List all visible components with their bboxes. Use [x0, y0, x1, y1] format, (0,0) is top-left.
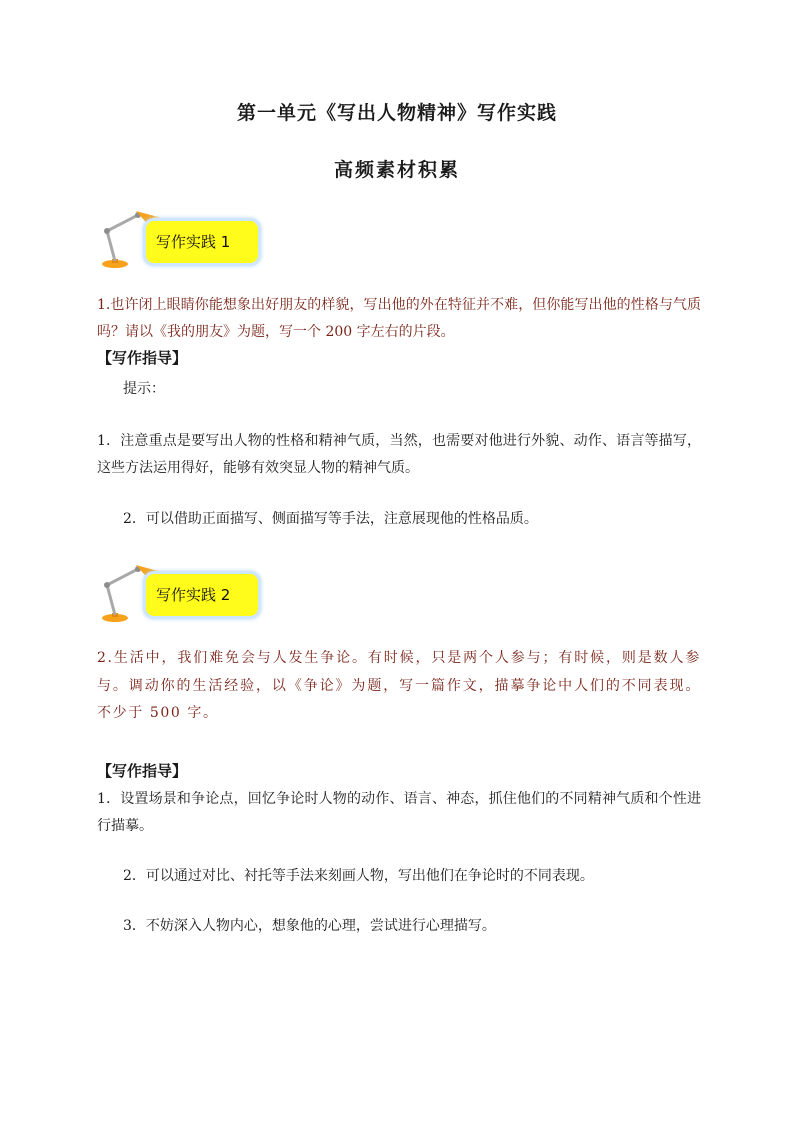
- tip-2-1: 1．设置场景和争论点，回忆争论时人物的动作、语言、神态，抓住他们的不同精神气质和个性进行描摹。: [97, 791, 701, 834]
- badge-writing-practice-1: 写作实践 1: [146, 221, 258, 263]
- badge-writing-practice-2: 写作实践 2: [146, 574, 258, 616]
- guide-heading-1: 【写作指导】: [97, 349, 188, 367]
- tip-2-3: 3．不妨深入人物内心，想象他的心理，尝试进行心理描写。: [123, 918, 496, 934]
- hint-label: 提示：: [123, 381, 165, 397]
- page-title: 第一单元《写出人物精神》写作实践: [236, 102, 557, 124]
- prompt-2: 2.生活中，我们难免会与人发生争论。有时候，只是两个人参与；有时候，则是数人参与。调动你的生活经验，以《争论》为题，写一篇作文，描摹争论中人们的不同表现。不少于 500 字。: [97, 650, 701, 721]
- tip-1-2: 2．可以借助正面描写、侧面描写等手法，注意展现他的性格品质。: [123, 511, 538, 527]
- tip-1-1: 1．注意重点是要写出人物的性格和精神气质，当然，也需要对他进行外貌、动作、语言等描写，这些方法运用得好，能够有效突显人物的精神气质。: [97, 433, 701, 476]
- page-subtitle: 高频素材积累: [333, 159, 460, 181]
- tip-2-2: 2．可以通过对比、衬托等手法来刻画人物，写出他们在争论时的不同表现。: [123, 868, 594, 884]
- prompt-1: 1.也许闭上眼睛你能想象出好朋友的样貌，写出他的外在特征并不难，但你能写出他的性格与气质吗？请以《我的朋友》为题，写一个 200 字左右的片段。: [97, 297, 701, 340]
- guide-heading-2: 【写作指导】: [97, 762, 188, 780]
